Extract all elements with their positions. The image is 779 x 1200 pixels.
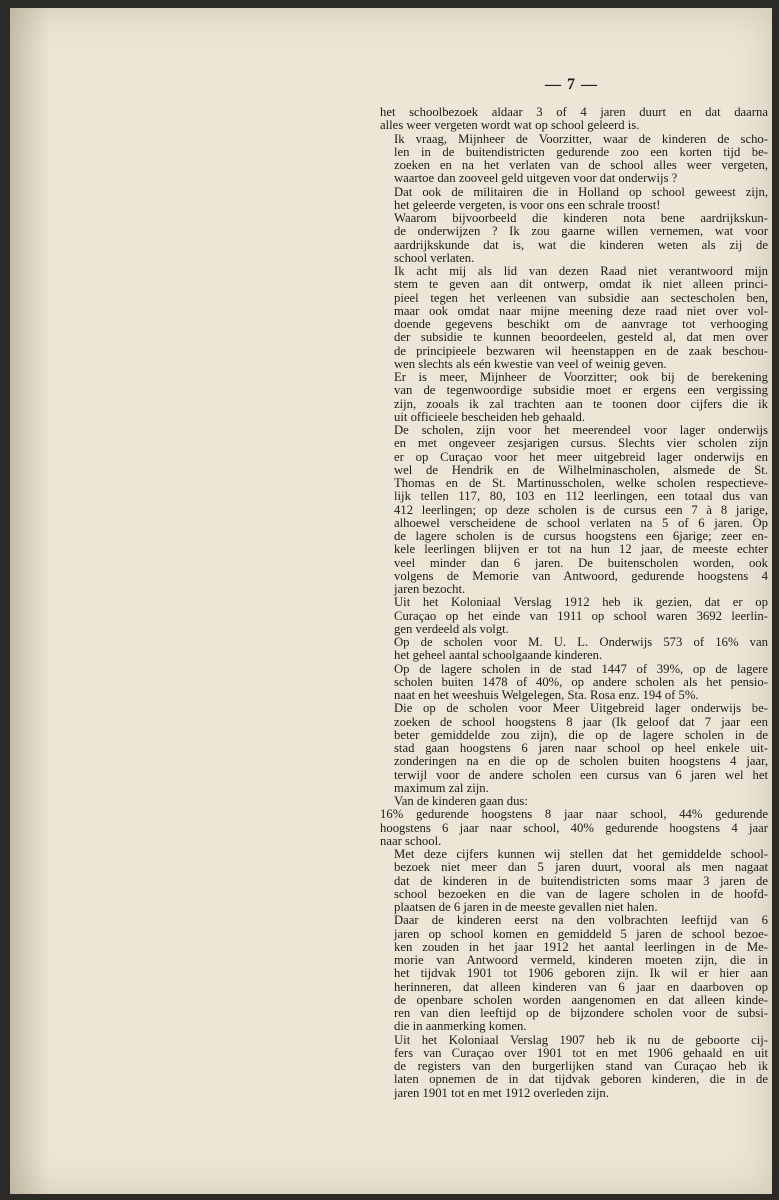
text-line: naat en het weeshuis Welgelegen, Sta. Rosa enz. 194 of 5%. xyxy=(394,688,699,702)
text-line: jaren bezocht. xyxy=(394,582,466,596)
text-line: Thomas en de St. Martinusscholen, welke scholen respectieve- xyxy=(394,476,768,490)
text-line: herinneren, dat alleen kinderen van 6 jaar en daarboven op xyxy=(394,979,768,994)
text-line: zijn, zooals ik zal trachten aan te toonen door cijfers die ik xyxy=(394,396,768,411)
text-line: Uit het Koloniaal Verslag 1907 heb ik nu de geboorte cij- xyxy=(394,1032,768,1047)
text-line: stem te geven aan dit ontwerp, omdat ik niet alleen princi- xyxy=(394,277,768,292)
text-line: beter gemiddelde zou zijn), die op de lagere scholen in de xyxy=(394,727,768,742)
paragraph xyxy=(380,133,768,186)
paragraph xyxy=(380,424,768,596)
text-line: uit officieele bescheiden heb gehaald. xyxy=(394,409,586,424)
text-line: scholen buiten 1478 of 40%, op andere scholen als het pensio- xyxy=(394,674,768,689)
text-line: Daar de kinderen eerst na den volbrachten leeftijd van 6 xyxy=(394,913,768,928)
text-line: hoogstens 6 jaar naar school, 40% gedurende hoogstens 4 jaar xyxy=(380,820,768,835)
text-line: Dat ook de militairen die in Holland op school geweest zijn, xyxy=(394,184,768,199)
text-line: lijk tellen 117, 80, 103 en 112 leerlingen, een totaal dus van xyxy=(394,489,768,504)
text-line: Er is meer, Mijnheer de Voorzitter; ook bij de berekening xyxy=(394,370,768,384)
text-line: dat de kinderen in de buitendistricten soms maar 3 jaren de xyxy=(394,873,768,888)
text-line: 16% gedurende hoogstens 8 jaar naar school, 44% gedurende xyxy=(380,807,768,822)
paragraph xyxy=(380,808,768,848)
text-line: doende gegevens beschikt om de aanvrage tot verhooging xyxy=(394,317,768,331)
text-line: zonderingen na en die op de scholen buiten hoogstens 4 jaar, xyxy=(394,754,768,769)
text-line: en met ongeveer zesjarigen cursus. Slechts vier scholen zijn xyxy=(394,436,768,451)
paragraph xyxy=(380,186,768,213)
text-line: gen verdeeld als volgt. xyxy=(394,621,509,636)
text-line: Van de kinderen gaan dus: xyxy=(394,794,528,808)
text-line: len in de buitendistricten gedurende zoo een korten tijd be- xyxy=(394,144,768,159)
paragraph xyxy=(380,371,768,424)
text-line: plaatsen de 6 jaren in de meeste gevallen niet halen. xyxy=(394,900,658,914)
paragraph xyxy=(380,795,768,808)
text-line: Op de lagere scholen in de stad 1447 of 39%, op de lagere xyxy=(394,661,768,676)
text-line: jaren 1901 tot en met 1912 overleden zijn. xyxy=(394,1085,609,1100)
text-line: van de tegenwoordige subsidie moet er ergens een vergissing xyxy=(394,383,768,398)
text-line: de registers van den burgerlijken stand van Curaçao heb ik xyxy=(394,1059,768,1073)
body-text-column xyxy=(380,106,768,1100)
text-line: fers van Curaçao over 1901 tot en met 1906 gehaald en uit xyxy=(394,1045,768,1060)
text-line: de onderwijzen ? Ik zou gaarne willen vernemen, wat voor xyxy=(394,224,768,239)
paragraph xyxy=(380,1034,768,1100)
text-line: het tijdvak 1901 tot 1906 geboren zijn. Ik wil er hier aan xyxy=(394,966,768,981)
text-line: de lagere scholen is de cursus hoogstens een 6jarige; zeer en- xyxy=(394,529,768,543)
paragraph xyxy=(380,848,768,914)
text-line: alles weer vergeten wordt wat op school geleerd is. xyxy=(380,118,640,133)
text-line: der subsidie te kunnen beoordeelen, gesteld al, dat men over xyxy=(394,330,768,345)
text-line: Met deze cijfers kunnen wij stellen dat het gemiddelde school- xyxy=(394,847,768,861)
text-line: stad gaan hoogstens 6 jaren naar school op heel enkele uit- xyxy=(394,741,768,755)
text-line: kele leerlingen blijven er tot na hun 12 jaar, de meeste echter xyxy=(394,542,768,557)
text-line: ren van dien leeftijd op de bijzondere scholen voor de subsi- xyxy=(394,1006,768,1020)
text-line: maximum zal zijn. xyxy=(394,780,489,795)
text-line: morie van Antwoord vermeld, kinderen moeten zijn, die in xyxy=(394,953,768,967)
text-line: Waarom bijvoorbeeld die kinderen nota bene aardrijkskun- xyxy=(394,211,768,225)
text-line: het schoolbezoek aldaar 3 of 4 jaren duurt en dat daarna xyxy=(380,105,768,119)
document-page xyxy=(10,8,772,1194)
paragraph xyxy=(380,636,768,663)
text-line: zoeken de school hoogstens 8 jaar (Ik geloof dat 7 jaar een xyxy=(394,714,768,729)
text-line: wel de Hendrik en de Wilhelminascholen, alsmede de St. xyxy=(394,462,768,477)
text-line: het geheel aantal schoolgaande kinderen. xyxy=(394,648,603,663)
text-line: volgens de Memorie van Antwoord, gedurende hoogstens 4 xyxy=(394,568,768,583)
text-line: Uit het Koloniaal Verslag 1912 heb ik gezien, dat er op xyxy=(394,595,768,610)
text-line: waartoe dan zooveel geld uitgeven voor dat onderwijs ? xyxy=(394,171,678,186)
text-line: zoeken en na het verlaten van de school alles weer vergeten, xyxy=(394,158,768,172)
text-line: alhoewel verscheidene de school verlaten na 5 of 6 jaren. Op xyxy=(394,515,768,530)
text-line: Op de scholen voor M. U. L. Onderwijs 573 of 16% van xyxy=(394,635,768,649)
text-line: veel minder dan 6 jaren. De buitenscholen worden, ook xyxy=(394,555,768,570)
text-line: ken zouden in het jaar 1912 het aantal leerlingen in de Me- xyxy=(394,939,768,954)
text-line: bezoek niet meer dan 5 jaren duurt, vooral als men nagaat xyxy=(394,860,768,875)
paragraph xyxy=(380,106,768,133)
text-line: Ik acht mij als lid van dezen Raad niet verantwoord mijn xyxy=(394,264,768,278)
text-line: 412 leerlingen; op deze scholen is de cursus een 7 à 8 jarige, xyxy=(394,502,768,517)
text-line: naar school. xyxy=(380,833,442,848)
text-line: het geleerde vergeten, is voor ons een schrale troost! xyxy=(394,197,661,212)
text-line: die in aanmerking komen. xyxy=(394,1019,527,1034)
paragraph xyxy=(380,914,768,1033)
text-line: laten opnemen de in dat tijdvak geboren kinderen, die in de xyxy=(394,1072,768,1087)
text-line: jaren op school komen en gemiddeld 5 jaren de school bezoe- xyxy=(394,926,768,941)
text-line: De scholen, zijn voor het meerendeel voor lager onderwijs xyxy=(394,423,768,437)
text-line: de principieele bezwaren wil heenstappen en de zaak beschou- xyxy=(394,343,768,358)
paragraph xyxy=(380,212,768,265)
text-line: aardrijkskunde dat is, wat die kinderen weten als zij de xyxy=(394,237,768,252)
text-line: de openbare scholen worden aangenomen en dat alleen kinde- xyxy=(394,992,768,1007)
text-line: maar ook omdat naar mijne meening deze raad niet over vol- xyxy=(394,303,768,318)
binding-gutter-shadow xyxy=(10,8,50,1194)
text-line: school verlaten. xyxy=(394,250,475,265)
paragraph xyxy=(380,663,768,703)
paragraph xyxy=(380,265,768,371)
text-line: school bezoeken en die van de lagere scholen in de hoofd- xyxy=(394,886,768,901)
paragraph xyxy=(380,596,768,636)
text-line: terwijl voor de andere scholen een cursus van 6 jaren wel het xyxy=(394,767,768,782)
text-line: wen slechts als eén kwestie van veel of weinig geven. xyxy=(394,356,667,371)
text-line: er op Curaçao voor het meer uitgebreid lager onderwijs en xyxy=(394,449,768,464)
text-line: Die op de scholen voor Meer Uitgebreid lager onderwijs be- xyxy=(394,701,768,716)
text-line: Ik vraag, Mijnheer de Voorzitter, waar de kinderen de scho- xyxy=(394,131,768,146)
text-line: pieel tegen het verleenen van subsidie aan sectescholen ben, xyxy=(394,290,768,305)
page-number: — 7 — xyxy=(545,76,598,93)
paragraph xyxy=(380,702,768,795)
text-line: Curaçao op het einde van 1911 op school waren 3692 leerlin- xyxy=(394,608,768,623)
